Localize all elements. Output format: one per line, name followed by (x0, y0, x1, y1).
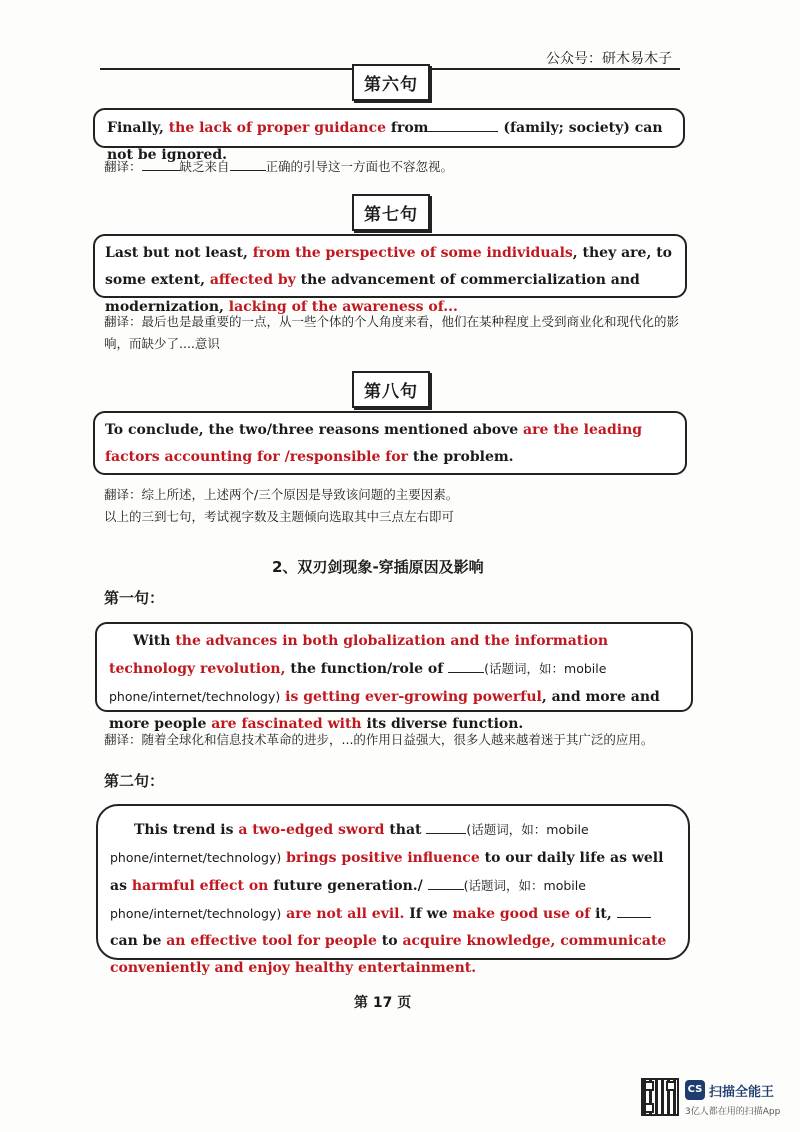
sentence-box-7 (93, 234, 687, 315)
q2-red-1: a two-edged sword (238, 822, 385, 838)
blank (448, 658, 484, 673)
blank (617, 903, 651, 918)
q1-text-1: With (133, 633, 176, 649)
q2-red-6: an effective tool for people (166, 933, 377, 949)
q2-red-7: acquire knowledge, communicate conveniently and enjoy healthy entertainment. (110, 933, 667, 976)
sentence-box-6 (93, 108, 685, 163)
q1-red-1: the advances in both globalization and the information technology revolution, (109, 633, 609, 677)
q2-heading: 第二句： (104, 772, 165, 790)
sentence-box-8 (93, 411, 687, 475)
sentence-box-q1 (95, 622, 693, 732)
q2-text-2: that (384, 822, 427, 838)
s8-trans-line-1: 翻译：综上所述，上述两个/三个原因是导致该问题的主要因素。 (104, 487, 459, 502)
q2-red-3: harmful effect on (131, 878, 269, 894)
s8-text-1: To conclude, the two/three reasons mentioned above (105, 422, 524, 438)
s7-red-2: affected by (209, 272, 296, 288)
blank (428, 875, 464, 890)
s6-trans-mid: 缺乏来自 (179, 159, 230, 174)
section-2-title: 2、双刃剑现象-穿插原因及影响 (272, 558, 484, 576)
scanner-app-name: 扫描全能王 (709, 1085, 775, 1100)
s7-translation: 翻译：最后也是最重要的一点，从一些个体的个人角度来看，他们在某种程度上受到商业化和现代化的影响，而缺少了....意识 (104, 314, 680, 351)
q1-red-3: are fascinated with (211, 716, 362, 732)
q2-text-7: can be (110, 933, 167, 949)
s8-text-2: the problem. (408, 449, 514, 465)
s7-red-1: from the perspective of some individuals (252, 245, 573, 261)
blank (230, 156, 266, 171)
scanner-tagline: 3亿人都在用的扫描App (685, 1107, 781, 1117)
section-label-6: 第六句 (352, 64, 430, 101)
q2-text-5: If we (404, 906, 453, 922)
q1-translation: 翻译：随着全球化和信息技术革命的进步，...的作用日益强大，很多人越来越着迷于其广泛的应用。 (104, 732, 654, 747)
blank (428, 117, 498, 132)
qr-code-icon (641, 1078, 679, 1116)
s7-red-3: lacking of the awareness of... (228, 299, 458, 315)
s7-text-3: the advancement of commercialization and modernization, (105, 272, 640, 315)
s6-translation (104, 156, 453, 178)
q2-topic-note-1: (话题词，如：mobile phone/internet/technology) (110, 822, 589, 865)
blank (426, 819, 466, 834)
s6-text-2: from (386, 120, 429, 136)
blank (142, 156, 180, 171)
q2-text-6: it, (590, 906, 617, 922)
s8-red-1: are the leading factors accounting for /responsible for (105, 422, 643, 465)
page-number: 第 17 页 (354, 995, 412, 1011)
q2-red-5: make good use of (452, 906, 591, 922)
header-account: 公众号：研木易木子 (546, 51, 672, 67)
sentence-box-q2 (96, 804, 690, 976)
q2-red-4: are not all evil. (281, 906, 405, 922)
s8-trans-line-2: 以上的三到七句，考试视字数及主题倾向选取其中三点左右即可 (104, 509, 455, 524)
s6-text-3: (family; society) can not be ignored. (107, 120, 663, 163)
q1-text-2: the function/role of (285, 661, 449, 677)
q2-text-1: This trend is (134, 822, 239, 838)
s7-text-2: , they are, to some extent, (105, 245, 672, 288)
q1-topic-note: (话题词，如：mobile phone/internet/technology) (109, 661, 607, 704)
q2-red-2: brings positive influence (281, 850, 480, 866)
section-label-7: 第七句 (352, 194, 430, 231)
s6-trans-end: 正确的引导这一方面也不容忽视。 (265, 159, 454, 174)
s7-text-1: Last but not least, (105, 245, 253, 261)
section-label-8: 第八句 (352, 371, 430, 408)
q2-text-4: future generation./ (268, 878, 428, 894)
q1-text-3: , and more and more people (109, 689, 660, 732)
camscanner-logo-icon: CS (685, 1080, 705, 1100)
q2-text-8: to (376, 933, 403, 949)
q2-topic-note-2: (话题词，如：mobile phone/internet/technology) (110, 878, 586, 921)
s6-trans-prefix: 翻译： (104, 159, 142, 174)
q2-text-3: to our daily life as well as (110, 850, 664, 894)
s8-translation (104, 484, 684, 528)
scanner-watermark (641, 1078, 791, 1122)
q1-heading: 第一句： (104, 589, 165, 607)
q1-text-4: its diverse function. (361, 716, 524, 732)
q1-red-2: is getting ever-growing powerful (280, 689, 542, 705)
s6-red-1: the lack of proper guidance (168, 120, 387, 136)
s6-text-1: Finally, (107, 120, 169, 136)
